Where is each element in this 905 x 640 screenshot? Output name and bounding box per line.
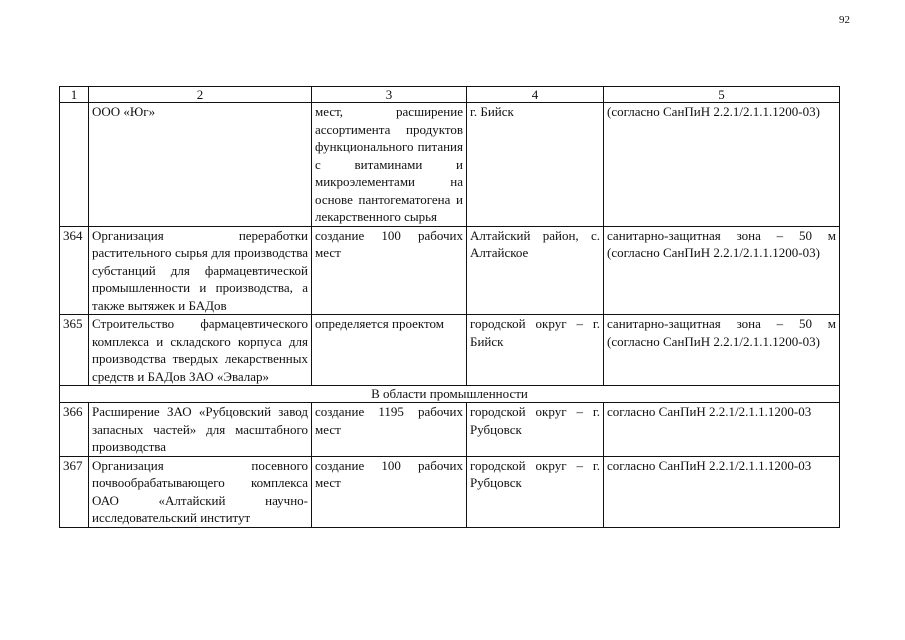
object-name-cell: Строительство фармацевтического комплекса и складского корпуса для производства твердых лекарственных средств и БАДов ЗАО «Эвалар» (89, 315, 312, 386)
object-name-cell: Организация переработки растительного сырья для производства субстанций для фармацевтической промышленности и производства, а также вытяжек и БАДов (89, 226, 312, 315)
table-header-row (60, 87, 840, 103)
table-row (60, 226, 840, 315)
row-number: 367 (60, 456, 89, 527)
location-cell: городской округ – г. Рубцовск (467, 403, 604, 457)
section-row (60, 386, 840, 403)
capacity-cell: создание 1195 рабочих мест (312, 403, 467, 457)
table-row (60, 403, 840, 457)
capacity-cell: мест, расширение ассортимента продуктов функционального питания с витаминами и микроэлементами на основе пантогематогена и лекарственного сырья (312, 103, 467, 227)
row-number: 365 (60, 315, 89, 386)
notes-cell: согласно СанПиН 2.2.1/2.1.1.1200-03 (604, 403, 840, 457)
table-row (60, 103, 840, 227)
table-row (60, 315, 840, 386)
object-name-cell: Расширение ЗАО «Рубцовский завод запасных частей» для масштабного производства (89, 403, 312, 457)
capacity-cell: определяется проектом (312, 315, 467, 386)
object-name-cell: ООО «Юг» (89, 103, 312, 227)
row-number: 366 (60, 403, 89, 457)
page-number: 92 (839, 14, 850, 26)
notes-cell: согласно СанПиН 2.2.1/2.1.1.1200-03 (604, 456, 840, 527)
notes-cell: (согласно СанПиН 2.2.1/2.1.1.1200-03) (604, 103, 840, 227)
location-cell: городской округ – г. Бийск (467, 315, 604, 386)
section-title: В области промышленности (60, 386, 840, 403)
row-number: 364 (60, 226, 89, 315)
header-cell: 5 (604, 87, 840, 103)
location-cell: Алтайский район, с. Алтайское (467, 226, 604, 315)
table-row (60, 456, 840, 527)
object-name-cell: Организация посевного почвообрабатывающего комплекса ОАО «Алтайский научно-исследовательский институт (89, 456, 312, 527)
location-cell: г. Бийск (467, 103, 604, 227)
document-table (59, 86, 840, 528)
notes-cell: санитарно-защитная зона – 50 м (согласно СанПиН 2.2.1/2.1.1.1200-03) (604, 226, 840, 315)
notes-cell: санитарно-защитная зона – 50 м (согласно СанПиН 2.2.1/2.1.1.1200-03) (604, 315, 840, 386)
header-cell: 3 (312, 87, 467, 103)
location-cell: городской округ – г. Рубцовск (467, 456, 604, 527)
capacity-cell: создание 100 рабочих мест (312, 456, 467, 527)
header-cell: 1 (60, 87, 89, 103)
header-cell: 2 (89, 87, 312, 103)
capacity-cell: создание 100 рабочих мест (312, 226, 467, 315)
row-number (60, 103, 89, 227)
header-cell: 4 (467, 87, 604, 103)
